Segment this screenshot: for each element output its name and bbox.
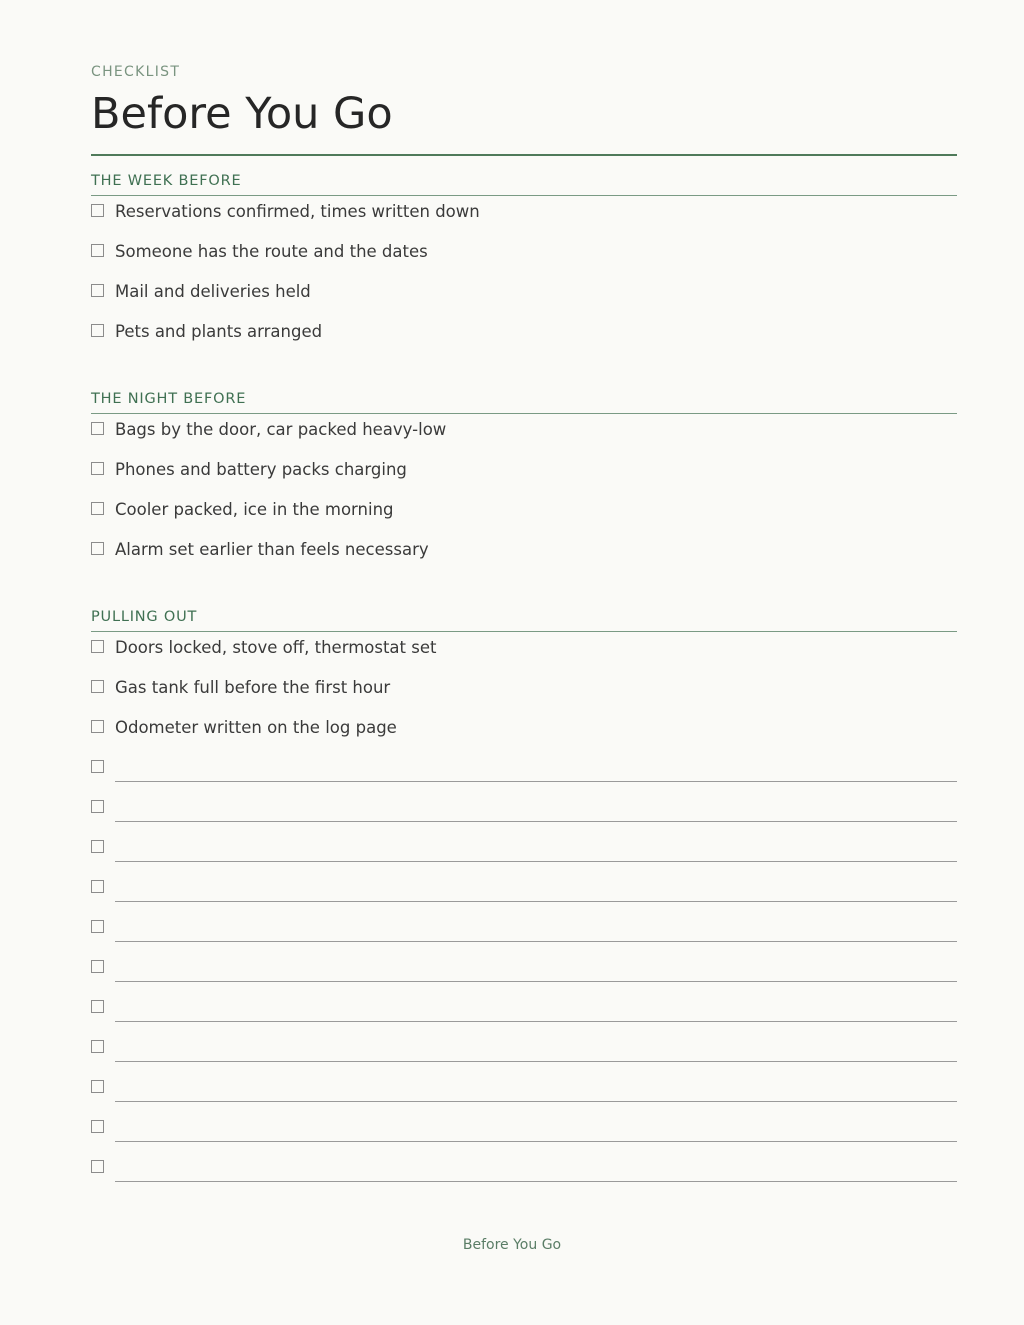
checklist-item	[91, 678, 957, 718]
checkbox[interactable]	[91, 1160, 104, 1173]
blank-write-in-line[interactable]	[115, 798, 957, 822]
checkbox[interactable]	[91, 880, 104, 893]
checkbox[interactable]	[91, 422, 104, 435]
blank-checklist-item	[91, 998, 957, 1038]
checkbox[interactable]	[91, 640, 104, 653]
checklist-item	[91, 242, 957, 282]
section-heading: PULLING OUT	[91, 592, 957, 632]
section-heading: THE WEEK BEFORE	[91, 156, 957, 196]
checklist-item-label: Gas tank full before the first hour	[115, 678, 391, 697]
blank-write-in-line[interactable]	[115, 998, 957, 1022]
checkbox[interactable]	[91, 502, 104, 515]
checklist-item-label: Cooler packed, ice in the morning	[115, 500, 394, 519]
blank-checklist-item	[91, 838, 957, 878]
page-footer: Before You Go	[462, 1237, 562, 1253]
checkbox[interactable]	[91, 244, 104, 257]
checkbox[interactable]	[91, 800, 104, 813]
checkbox[interactable]	[91, 760, 104, 773]
section-night-before	[91, 374, 957, 580]
checklist-item	[91, 202, 957, 242]
checklist-item	[91, 460, 957, 500]
checkbox[interactable]	[91, 204, 104, 217]
blank-checklist-item	[91, 758, 957, 798]
checklist-page	[91, 62, 957, 1198]
checkbox[interactable]	[91, 1040, 104, 1053]
page-title: Before You Go	[91, 89, 393, 139]
blank-checklist-item	[91, 1078, 957, 1118]
blank-checklist-item	[91, 918, 957, 958]
blank-write-in-line[interactable]	[115, 918, 957, 942]
blank-write-in-line[interactable]	[115, 1038, 957, 1062]
checklist-item-label: Alarm set earlier than feels necessary	[115, 540, 429, 559]
checklist-item-label: Mail and deliveries held	[115, 282, 311, 301]
checkbox[interactable]	[91, 324, 104, 337]
checkbox[interactable]	[91, 1080, 104, 1093]
checkbox[interactable]	[91, 1000, 104, 1013]
blank-checklist-item	[91, 878, 957, 918]
checklist-item	[91, 282, 957, 322]
checkbox[interactable]	[91, 720, 104, 733]
checklist-item-label: Reservations confirmed, times written down	[115, 202, 480, 221]
blank-write-in-line[interactable]	[115, 878, 957, 902]
section-pulling-out	[91, 592, 957, 1198]
checkbox[interactable]	[91, 920, 104, 933]
checklist-item	[91, 322, 957, 362]
checklist-item-label: Pets and plants arranged	[115, 322, 323, 341]
checklist-item	[91, 718, 957, 758]
checklist-item	[91, 540, 957, 580]
checklist-item	[91, 500, 957, 540]
checklist-item-label: Phones and battery packs charging	[115, 460, 407, 479]
blank-checklist-item	[91, 798, 957, 838]
section-week-before	[91, 156, 957, 362]
checklist-item-label: Bags by the door, car packed heavy-low	[115, 420, 447, 439]
blank-checklist-item	[91, 1038, 957, 1078]
checklist-item	[91, 638, 957, 678]
checklist-item-label: Someone has the route and the dates	[115, 242, 428, 261]
blank-write-in-line[interactable]	[115, 758, 957, 782]
blank-write-in-line[interactable]	[115, 838, 957, 862]
blank-checklist-item	[91, 1118, 957, 1158]
checkbox[interactable]	[91, 462, 104, 475]
checklist-item-label: Doors locked, stove off, thermostat set	[115, 638, 437, 657]
section-heading: THE NIGHT BEFORE	[91, 374, 957, 414]
checkbox[interactable]	[91, 542, 104, 555]
checkbox[interactable]	[91, 1120, 104, 1133]
checkbox[interactable]	[91, 960, 104, 973]
blank-write-in-line[interactable]	[115, 1118, 957, 1142]
blank-write-in-line[interactable]	[115, 1158, 957, 1182]
blank-checklist-item	[91, 1158, 957, 1198]
blank-write-in-line[interactable]	[115, 958, 957, 982]
page-eyebrow: CHECKLIST	[91, 64, 181, 80]
blank-write-in-line[interactable]	[115, 1078, 957, 1102]
blank-checklist-item	[91, 958, 957, 998]
checkbox[interactable]	[91, 840, 104, 853]
checklist-item-label: Odometer written on the log page	[115, 718, 397, 737]
checklist-item	[91, 420, 957, 460]
checkbox[interactable]	[91, 284, 104, 297]
checkbox[interactable]	[91, 680, 104, 693]
